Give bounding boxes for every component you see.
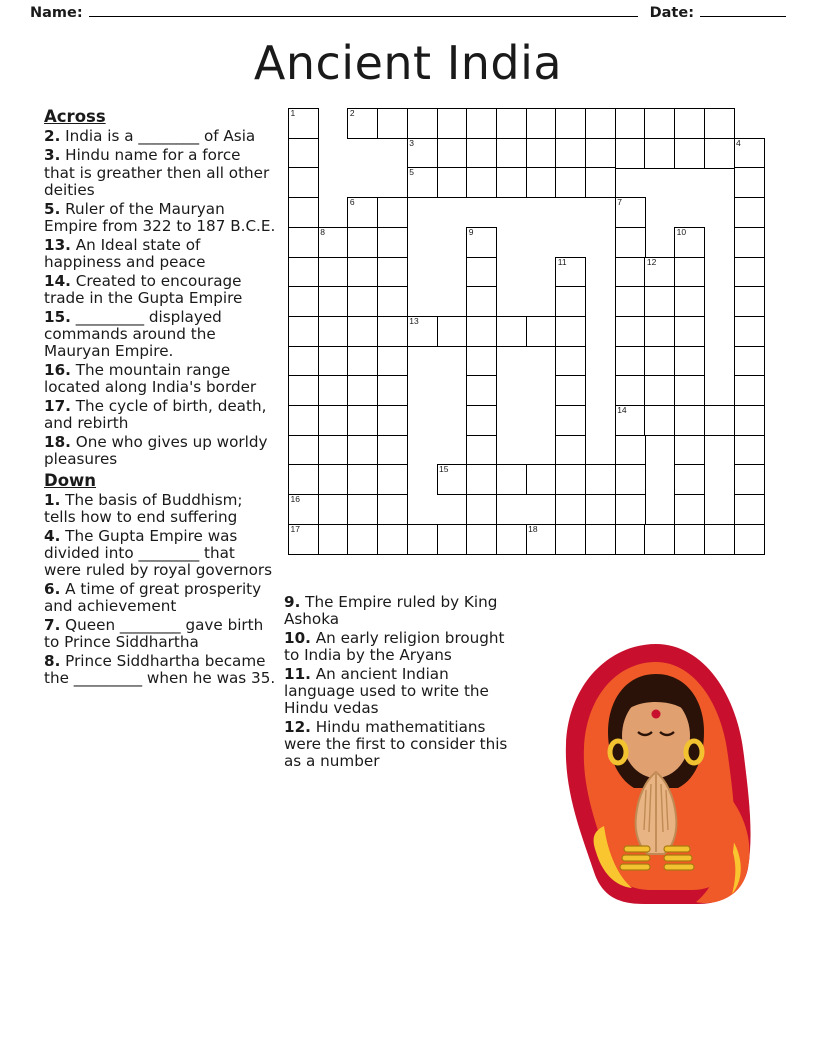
crossword-cell[interactable] xyxy=(437,167,468,198)
clue-across-2 xyxy=(44,128,276,145)
bangles-right xyxy=(664,846,694,870)
crossword-cell[interactable] xyxy=(466,346,497,377)
crossword-cell[interactable] xyxy=(288,346,319,377)
crossword-cell[interactable] xyxy=(437,108,468,139)
crossword-cell[interactable] xyxy=(466,494,497,525)
clue-down-8 xyxy=(44,653,276,687)
crossword-cell[interactable] xyxy=(555,405,586,436)
bindi-icon xyxy=(652,710,661,719)
crossword-cell[interactable] xyxy=(318,375,349,406)
crossword-cell[interactable] xyxy=(555,375,586,406)
crossword-cell[interactable] xyxy=(496,108,527,139)
name-write-line[interactable] xyxy=(89,4,638,17)
crossword-cell[interactable] xyxy=(674,405,705,436)
clue-text: The mountain range located along India's border xyxy=(44,360,257,396)
crossword-cell[interactable] xyxy=(615,138,646,169)
crossword-cell[interactable] xyxy=(377,197,408,228)
clue-number: 3. xyxy=(44,146,61,165)
crossword-cell[interactable] xyxy=(734,524,765,555)
crossword-cell[interactable] xyxy=(347,405,378,436)
crossword-cell[interactable] xyxy=(288,286,319,317)
crossword-cell[interactable] xyxy=(734,197,765,228)
clue-text: The basis of Buddhism; tells how to end suffering xyxy=(44,491,243,527)
crossword-cell[interactable] xyxy=(674,286,705,317)
cell-number: 3 xyxy=(409,137,415,148)
cell-number: 15 xyxy=(439,464,449,475)
clue-down-10 xyxy=(284,630,524,664)
clue-text: The Gupta Empire was divided into ________ that were ruled by royal governors xyxy=(44,527,273,580)
crossword-cell[interactable] xyxy=(615,197,646,228)
crossword-cell[interactable] xyxy=(437,316,468,347)
cell-number: 2 xyxy=(349,108,355,118)
crossword-cell[interactable] xyxy=(734,316,765,347)
crossword-cell[interactable] xyxy=(615,286,646,317)
crossword-cell[interactable] xyxy=(555,346,586,377)
crossword-cell[interactable] xyxy=(466,524,497,555)
crossword-cell[interactable] xyxy=(466,227,497,258)
cell-number: 8 xyxy=(320,226,325,237)
clue-text: Queen ________ gave birth to Prince Siddhartha xyxy=(44,616,264,652)
clue-number: 16. xyxy=(44,360,71,379)
crossword-cell[interactable] xyxy=(347,346,378,377)
crossword-cell[interactable] xyxy=(585,108,616,139)
crossword-cell[interactable] xyxy=(407,167,438,198)
clue-across-14 xyxy=(44,273,276,307)
crossword-cell[interactable] xyxy=(347,524,378,555)
praying-woman-illustration xyxy=(548,640,768,910)
crossword-cell[interactable] xyxy=(644,316,675,347)
cell-number: 1 xyxy=(290,108,296,118)
crossword-cell[interactable] xyxy=(377,405,408,436)
clue-number: 11. xyxy=(284,665,311,684)
clue-across-18 xyxy=(44,434,276,468)
clue-down-1 xyxy=(44,492,276,526)
crossword-cell[interactable] xyxy=(674,257,705,288)
clue-text: Created to encourage trade in the Gupta Empire xyxy=(44,271,243,307)
crossword-cell[interactable] xyxy=(496,167,527,198)
cell-number: 18 xyxy=(528,523,538,534)
cell-number: 6 xyxy=(349,197,355,208)
crossword-cell[interactable] xyxy=(318,464,349,495)
crossword-cell[interactable] xyxy=(407,316,438,347)
clue-text: Ruler of the Mauryan Empire from 322 to 187 B.C.E. xyxy=(44,199,276,235)
clue-number: 18. xyxy=(44,432,71,451)
crossword-cell[interactable] xyxy=(288,464,319,495)
crossword-cell[interactable] xyxy=(288,524,319,555)
crossword-cell[interactable] xyxy=(704,138,735,169)
clue-number: 17. xyxy=(44,396,71,415)
crossword-cell[interactable] xyxy=(437,464,468,495)
crossword-cell[interactable] xyxy=(674,138,705,169)
crossword-cell[interactable] xyxy=(704,108,735,139)
crossword-cell[interactable] xyxy=(674,227,705,258)
crossword-cell[interactable] xyxy=(644,375,675,406)
crossword-cell[interactable] xyxy=(347,316,378,347)
crossword-cell[interactable] xyxy=(555,167,586,198)
crossword-cell[interactable] xyxy=(526,138,557,169)
crossword-cell[interactable] xyxy=(585,524,616,555)
crossword-cell[interactable] xyxy=(377,375,408,406)
cell-number: 13 xyxy=(409,315,419,326)
crossword-cell[interactable] xyxy=(734,286,765,317)
crossword-cell[interactable] xyxy=(615,435,646,466)
clue-text: Hindu mathematitians were the first to consider this as a number xyxy=(284,718,508,771)
crossword-cell[interactable] xyxy=(555,138,586,169)
clue-across-17 xyxy=(44,398,276,432)
cell-number: 7 xyxy=(617,197,622,208)
crossword-cell[interactable] xyxy=(407,108,438,139)
crossword-cell[interactable] xyxy=(555,494,586,525)
crossword-cell[interactable] xyxy=(347,257,378,288)
clue-text: The cycle of birth, death, and rebirth xyxy=(44,396,267,432)
crossword-cell[interactable] xyxy=(615,494,646,525)
clue-across-16 xyxy=(44,362,276,396)
cell-number: 17 xyxy=(290,523,300,534)
crossword-cell[interactable] xyxy=(288,108,319,139)
worksheet-header xyxy=(30,4,786,28)
crossword-cell[interactable] xyxy=(644,405,675,436)
crossword-cell[interactable] xyxy=(437,524,468,555)
crossword-cell[interactable] xyxy=(674,524,705,555)
crossword-cell[interactable] xyxy=(704,405,735,436)
crossword-cell[interactable] xyxy=(466,286,497,317)
clue-text: Hindu name for a force that is greather then all other deities xyxy=(44,146,270,199)
crossword-cell[interactable] xyxy=(288,316,319,347)
clue-text: The Empire ruled by King Ashoka xyxy=(284,593,498,629)
crossword-cell[interactable] xyxy=(585,138,616,169)
crossword-cell[interactable] xyxy=(496,138,527,169)
clue-number: 4. xyxy=(44,527,61,546)
crossword-cell[interactable] xyxy=(585,464,616,495)
clue-number: 14. xyxy=(44,271,71,290)
clue-across-5 xyxy=(44,201,276,235)
crossword-cell[interactable] xyxy=(734,464,765,495)
clue-number: 13. xyxy=(44,235,71,254)
crossword-cell[interactable] xyxy=(466,464,497,495)
crossword-cell[interactable] xyxy=(644,138,675,169)
clue-number: 10. xyxy=(284,629,311,648)
crossword-cell[interactable] xyxy=(318,227,349,258)
crossword-cell[interactable] xyxy=(674,494,705,525)
crossword-cell[interactable] xyxy=(496,524,527,555)
clue-across-15 xyxy=(44,309,276,360)
date-write-line[interactable] xyxy=(700,4,786,17)
clue-down-6 xyxy=(44,581,276,615)
crossword-cell[interactable] xyxy=(377,108,408,139)
crossword-cell[interactable] xyxy=(615,346,646,377)
date-label: Date: xyxy=(649,5,694,21)
crossword-cell[interactable] xyxy=(734,346,765,377)
name-label: Name: xyxy=(30,5,83,21)
crossword-cell[interactable] xyxy=(526,108,557,139)
clue-number: 9. xyxy=(284,593,301,611)
crossword-cell[interactable] xyxy=(644,108,675,139)
crossword-cell[interactable] xyxy=(466,375,497,406)
crossword-cell[interactable] xyxy=(377,257,408,288)
crossword-cell[interactable] xyxy=(526,524,557,555)
crossword-cell[interactable] xyxy=(704,524,735,555)
cell-number: 14 xyxy=(617,405,627,415)
crossword-cell[interactable] xyxy=(288,494,319,525)
crossword-cell[interactable] xyxy=(318,316,349,347)
clue-number: 8. xyxy=(44,652,61,671)
crossword-cell[interactable] xyxy=(585,167,616,198)
crossword-grid[interactable] xyxy=(288,108,768,582)
crossword-cell[interactable] xyxy=(555,524,586,555)
crossword-cell[interactable] xyxy=(288,167,319,198)
crossword-cell[interactable] xyxy=(466,405,497,436)
crossword-cell[interactable] xyxy=(318,435,349,466)
clue-down-12 xyxy=(284,719,524,770)
clue-down-11 xyxy=(284,666,524,717)
crossword-cell[interactable] xyxy=(555,257,586,288)
crossword-cell[interactable] xyxy=(526,316,557,347)
crossword-cell[interactable] xyxy=(734,257,765,288)
clue-column-left xyxy=(44,108,276,689)
cell-number: 4 xyxy=(736,137,741,148)
cell-number: 16 xyxy=(290,494,300,505)
crossword-cell[interactable] xyxy=(674,435,705,466)
clue-across-3 xyxy=(44,147,276,198)
clue-number: 15. xyxy=(44,307,71,326)
cell-number: 11 xyxy=(557,256,567,267)
crossword-cell[interactable] xyxy=(644,286,675,317)
clue-number: 12. xyxy=(284,718,311,737)
crossword-cell[interactable] xyxy=(377,464,408,495)
clue-number: 5. xyxy=(44,199,61,218)
crossword-cell[interactable] xyxy=(377,227,408,258)
crossword-cell[interactable] xyxy=(288,257,319,288)
crossword-cell[interactable] xyxy=(615,375,646,406)
clue-down-4 xyxy=(44,528,276,579)
clue-number: 2. xyxy=(44,127,61,146)
clue-column-right xyxy=(284,594,524,772)
crossword-cell[interactable] xyxy=(377,346,408,377)
crossword-cell[interactable] xyxy=(407,524,438,555)
crossword-cell[interactable] xyxy=(644,257,675,288)
clue-text: An early religion brought to India by the Aryans xyxy=(284,629,505,665)
crossword-cell[interactable] xyxy=(615,316,646,347)
crossword-cell[interactable] xyxy=(644,524,675,555)
crossword-cell[interactable] xyxy=(318,494,349,525)
crossword-cell[interactable] xyxy=(466,108,497,139)
crossword-cell[interactable] xyxy=(288,405,319,436)
crossword-cell[interactable] xyxy=(526,464,557,495)
clue-number: 1. xyxy=(44,491,61,510)
crossword-cell[interactable] xyxy=(347,494,378,525)
clue-down-7 xyxy=(44,617,276,651)
crossword-cell[interactable] xyxy=(496,464,527,495)
cell-number: 9 xyxy=(468,226,474,237)
crossword-cell[interactable] xyxy=(526,167,557,198)
crossword-cell[interactable] xyxy=(555,316,586,347)
crossword-cell[interactable] xyxy=(288,197,319,228)
cell-number: 12 xyxy=(646,256,657,267)
crossword-cell[interactable] xyxy=(674,464,705,495)
crossword-cell[interactable] xyxy=(466,435,497,466)
crossword-cell[interactable] xyxy=(734,227,765,258)
page-title: Ancient India xyxy=(253,36,563,90)
crossword-cell[interactable] xyxy=(496,316,527,347)
crossword-cell[interactable] xyxy=(555,435,586,466)
clue-text: India is a ________ of Asia xyxy=(60,127,256,146)
crossword-cell[interactable] xyxy=(734,375,765,406)
clue-number: 7. xyxy=(44,616,61,635)
across-heading: Across xyxy=(44,107,106,126)
clue-text: _________ displayed commands around the Mauryan Empire. xyxy=(44,307,222,360)
crossword-cell[interactable] xyxy=(674,346,705,377)
crossword-cell[interactable] xyxy=(377,524,408,555)
crossword-cell[interactable] xyxy=(318,524,349,555)
crossword-cell[interactable] xyxy=(318,286,349,317)
crossword-cell[interactable] xyxy=(466,257,497,288)
crossword-cell[interactable] xyxy=(466,138,497,169)
cell-number: 10 xyxy=(676,226,687,237)
crossword-cell[interactable] xyxy=(318,405,349,436)
crossword-cell[interactable] xyxy=(288,435,319,466)
crossword-cell[interactable] xyxy=(437,138,468,169)
crossword-cell[interactable] xyxy=(615,464,646,495)
crossword-cell[interactable] xyxy=(615,257,646,288)
crossword-cell[interactable] xyxy=(347,286,378,317)
crossword-cell[interactable] xyxy=(734,405,765,436)
crossword-cell[interactable] xyxy=(674,316,705,347)
crossword-cell[interactable] xyxy=(615,524,646,555)
crossword-cell[interactable] xyxy=(615,227,646,258)
crossword-cell[interactable] xyxy=(347,375,378,406)
cell-number: 5 xyxy=(409,167,415,178)
clue-text: A time of great prosperity and achievement xyxy=(44,580,262,616)
clue-text: Prince Siddhartha became the _________ when he was 35. xyxy=(44,652,276,688)
crossword-cell[interactable] xyxy=(644,346,675,377)
clue-number: 6. xyxy=(44,580,61,599)
crossword-cell[interactable] xyxy=(555,286,586,317)
crossword-cell[interactable] xyxy=(615,405,646,436)
clue-text: One who gives up worldy pleasures xyxy=(44,432,268,468)
crossword-cell[interactable] xyxy=(377,435,408,466)
crossword-cell[interactable] xyxy=(734,138,765,169)
crossword-cell[interactable] xyxy=(674,108,705,139)
crossword-cell[interactable] xyxy=(347,108,378,139)
crossword-cell[interactable] xyxy=(347,435,378,466)
clue-text: An Ideal state of happiness and peace xyxy=(44,235,206,271)
bangles-left xyxy=(620,846,650,870)
crossword-cell[interactable] xyxy=(288,138,319,169)
crossword-cell[interactable] xyxy=(466,167,497,198)
crossword-cell[interactable] xyxy=(734,494,765,525)
crossword-cell[interactable] xyxy=(407,138,438,169)
crossword-cell[interactable] xyxy=(555,108,586,139)
crossword-cell[interactable] xyxy=(347,227,378,258)
crossword-cell[interactable] xyxy=(288,375,319,406)
clue-down-9 xyxy=(284,594,524,628)
crossword-cell[interactable] xyxy=(347,197,378,228)
crossword-cell[interactable] xyxy=(555,464,586,495)
clue-text: An ancient Indian language used to write the Hindu vedas xyxy=(284,665,489,718)
down-heading: Down xyxy=(44,470,97,490)
crossword-cell[interactable] xyxy=(318,346,349,377)
crossword-cell[interactable] xyxy=(615,108,646,139)
crossword-cell[interactable] xyxy=(734,167,765,198)
crossword-cell[interactable] xyxy=(377,494,408,525)
crossword-cell[interactable] xyxy=(377,286,408,317)
crossword-cell[interactable] xyxy=(377,316,408,347)
crossword-cell[interactable] xyxy=(288,227,319,258)
crossword-cell[interactable] xyxy=(734,435,765,466)
crossword-cell[interactable] xyxy=(674,375,705,406)
crossword-cell[interactable] xyxy=(347,464,378,495)
crossword-cell[interactable] xyxy=(466,316,497,347)
crossword-cell[interactable] xyxy=(318,257,349,288)
clue-across-13 xyxy=(44,237,276,271)
